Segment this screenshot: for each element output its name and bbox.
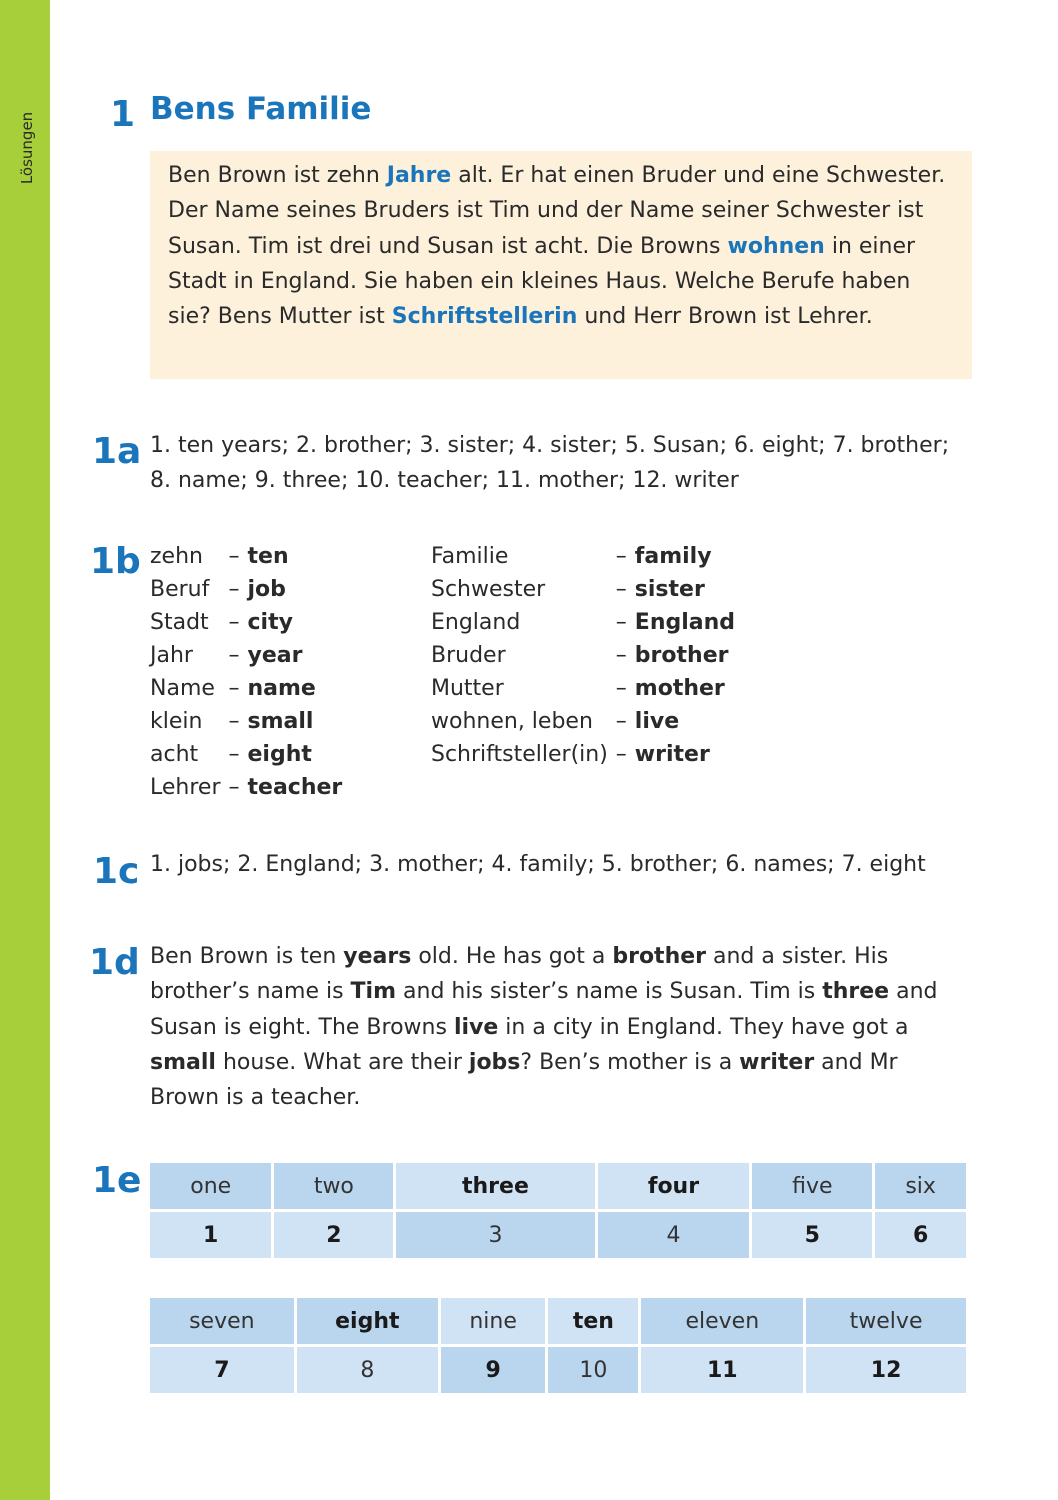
english-text-highlight: years (343, 944, 412, 969)
number-word-cell: eleven (641, 1298, 803, 1344)
number-table-1 (147, 1160, 969, 1261)
exercise-1c-answers: 1. jobs; 2. England; 3. mother; 4. family; 5. brother; 6. names; 7. eight (150, 852, 926, 877)
number-cell: 4 (598, 1212, 750, 1258)
english-text-highlight: jobs (468, 1049, 521, 1075)
german-text-segment: Ben Brown ist zehn (168, 163, 387, 188)
vocab-english: small (247, 709, 314, 734)
vocab-english: live (634, 709, 680, 734)
number-words-row (150, 1163, 966, 1209)
english-text-segment: and his sister’s name is Susan. Tim is (396, 979, 823, 1005)
number-word-cell: three (396, 1163, 594, 1209)
numbers-row (150, 1347, 966, 1393)
vocab-german: Name (150, 676, 215, 701)
vocab-row (150, 771, 342, 804)
number-cell: 11 (641, 1347, 803, 1393)
english-text-segment: house. What are their (215, 1049, 469, 1075)
numbers-row (150, 1212, 966, 1258)
vocab-dash: – (228, 742, 240, 767)
vocab-german: Jahr (150, 643, 193, 668)
vocab-english: job (247, 577, 286, 602)
german-text-segment: und Herr Brown ist Lehrer. (577, 304, 873, 330)
vocab-row (431, 639, 735, 672)
vocab-dash: – (228, 676, 240, 701)
exercise-label-1d: 1d (89, 942, 140, 983)
number-cell: 7 (150, 1347, 294, 1393)
vocab-row (150, 738, 342, 771)
number-word-cell: two (274, 1163, 393, 1209)
number-word-cell: one (150, 1163, 271, 1209)
vocab-dash: – (615, 676, 627, 701)
number-cell: 3 (396, 1212, 594, 1258)
number-cell: 6 (875, 1212, 966, 1258)
vocab-dash: – (615, 709, 627, 734)
vocab-german: Stadt (150, 610, 209, 635)
vocab-row (150, 573, 342, 606)
english-text-highlight: writer (739, 1049, 815, 1075)
vocab-german: Lehrer (150, 775, 221, 800)
vocab-dash: – (615, 577, 627, 602)
english-text-highlight: small (150, 1049, 216, 1075)
exercise-label-1c: 1c (93, 851, 140, 892)
vocab-dash: – (615, 643, 627, 668)
vocab-row (431, 738, 735, 771)
vocab-dash: – (228, 544, 240, 569)
english-text-highlight: Tim (350, 979, 397, 1005)
number-word-cell: four (598, 1163, 750, 1209)
vocab-dash: – (615, 742, 627, 767)
vocab-english: eight (247, 742, 312, 767)
vocab-german: klein (150, 709, 203, 734)
german-text-highlight: wohnen (727, 233, 825, 259)
vocab-table-left (150, 540, 342, 804)
german-text-segment: alt. Er hat einen Bruder und eine Schwester. Der Name seines Bruders ist Tim und der Name seiner Schwester ist Susan. Tim ist drei und Susan ist acht. Die Browns (168, 163, 946, 259)
vocab-english: teacher (247, 775, 343, 800)
vocab-english: mother (634, 676, 725, 701)
english-text-highlight: live (453, 1014, 499, 1040)
vocab-german: zehn (150, 544, 203, 569)
english-text-highlight: three (822, 979, 890, 1005)
vocab-dash: – (615, 610, 627, 635)
vocab-dash: – (228, 610, 240, 635)
exercise-1a-answers: 1. ten years; 2. brother; 3. sister; 4. sister; 5. Susan; 6. eight; 7. brother; 8. name; 9. three; 10. teacher; 11. mother; 12. writer (150, 433, 950, 494)
english-text-segment: Ben Brown is ten (150, 944, 344, 969)
section-number: 1 (110, 94, 136, 135)
number-cell: 8 (297, 1347, 438, 1393)
english-text-segment: in a city in England. They have got a (498, 1014, 909, 1040)
vocab-english: England (634, 610, 736, 635)
vocab-german: Mutter (431, 676, 504, 701)
vocab-german: wohnen, leben (431, 709, 593, 734)
vocab-german: Schriftsteller(in) (431, 742, 608, 767)
number-table-2 (147, 1295, 969, 1396)
vocab-german: Beruf (150, 577, 210, 602)
vocab-english: city (247, 610, 293, 635)
vocab-row (431, 672, 735, 705)
number-cell: 12 (806, 1347, 966, 1393)
number-word-cell: six (875, 1163, 966, 1209)
vocab-dash: – (615, 544, 627, 569)
vocab-german: Bruder (431, 643, 506, 668)
german-text-segment: in einer Stadt in England. Sie haben ein kleines Haus. Welche Berufe haben sie? Bens Mutter ist (168, 233, 916, 330)
vocab-german: Schwester (431, 577, 546, 602)
number-word-cell: eight (297, 1298, 438, 1344)
vocab-row (431, 540, 735, 573)
german-text-highlight: Jahre (386, 163, 452, 188)
number-word-cell: seven (150, 1298, 294, 1344)
english-text-highlight: brother (612, 944, 707, 969)
vocab-dash: – (228, 577, 240, 602)
english-text-segment: ? Ben’s mother is a (520, 1049, 740, 1075)
side-label: Lösungen (18, 111, 36, 185)
number-cell: 10 (548, 1347, 638, 1393)
number-word-cell: twelve (806, 1298, 966, 1344)
section-title: Bens Familie (150, 91, 372, 127)
vocab-table-right (431, 540, 735, 771)
english-text-segment: old. He has got a (411, 944, 613, 969)
number-word-cell: five (752, 1163, 872, 1209)
side-bar (0, 0, 50, 1500)
number-cell: 9 (441, 1347, 545, 1393)
exercise-label-1a: 1a (92, 431, 142, 472)
number-cell: 1 (150, 1212, 271, 1258)
vocab-english: writer (634, 742, 710, 767)
english-text-segment: and Mr Brown is a teacher. (150, 1049, 898, 1111)
vocab-row (150, 540, 342, 573)
vocab-row (431, 705, 735, 738)
number-cell: 5 (752, 1212, 872, 1258)
vocab-row (431, 573, 735, 606)
exercise-label-1b: 1b (90, 541, 141, 582)
german-text (168, 158, 954, 334)
vocab-german: England (431, 610, 521, 635)
vocab-row (150, 705, 342, 738)
english-text-segment: and a sister. His brother’s name is (150, 944, 889, 1005)
vocab-dash: – (228, 775, 240, 800)
vocab-row (150, 672, 342, 705)
vocab-english: name (247, 676, 316, 701)
vocab-dash: – (228, 709, 240, 734)
vocab-english: ten (247, 544, 289, 569)
vocab-row (150, 639, 342, 672)
number-word-cell: nine (441, 1298, 545, 1344)
english-text-segment: and Susan is eight. The Browns (150, 979, 938, 1040)
vocab-english: family (634, 544, 712, 569)
german-text-highlight: Schriftstellerin (391, 304, 578, 330)
exercise-1d-text (150, 939, 972, 1115)
vocab-german: Familie (431, 544, 509, 569)
number-word-cell: ten (548, 1298, 638, 1344)
vocab-english: sister (634, 577, 705, 602)
exercise-label-1e: 1e (92, 1160, 142, 1201)
vocab-row (431, 606, 735, 639)
vocab-english: brother (634, 643, 729, 668)
vocab-row (150, 606, 342, 639)
vocab-dash: – (228, 643, 240, 668)
vocab-english: year (247, 643, 303, 668)
vocab-german: acht (150, 742, 199, 767)
number-words-row (150, 1298, 966, 1344)
number-cell: 2 (274, 1212, 393, 1258)
german-text-box (150, 151, 972, 379)
